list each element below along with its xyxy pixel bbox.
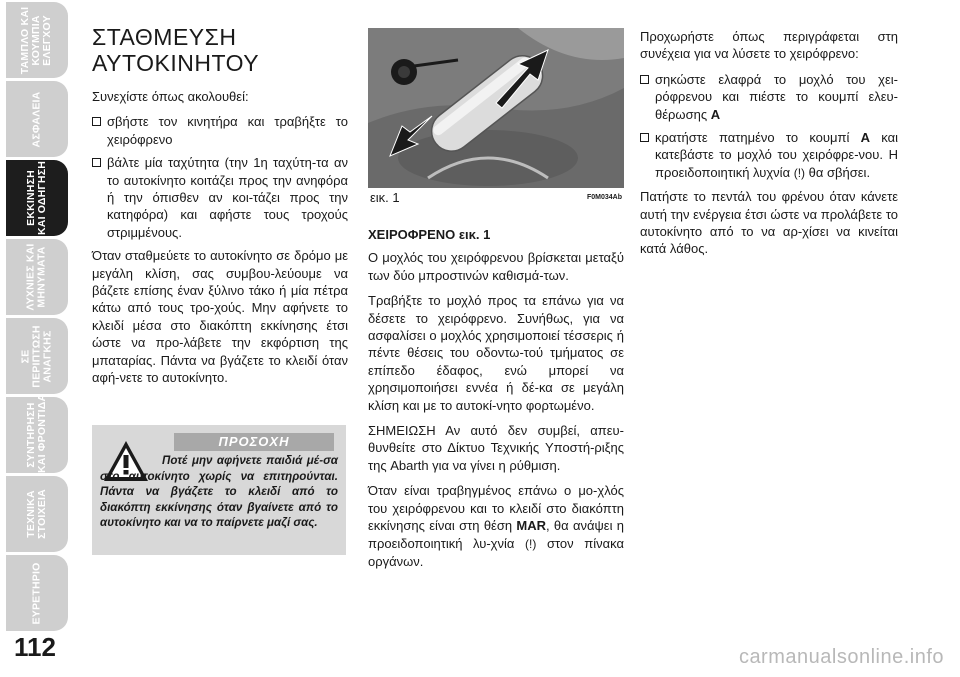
tab-label-line: ΑΝΑΓΚΗΣ <box>41 330 54 382</box>
brake-warning-lamp-icon: (!) <box>793 165 806 180</box>
tab-label-line: ΚΑΙ ΟΔΗΓΗΣΗ <box>36 161 48 235</box>
ignition-position-label: MAR <box>516 518 547 534</box>
checkbox-bullet-icon <box>92 158 101 167</box>
tab-starting-driving[interactable] <box>6 160 68 236</box>
list-item-text: βάλτε μία ταχύτητα (την 1η ταχύτη-τα αν το αυτοκίνητο κοιτάζει προς την ανηφόρα ή την όπισθεν αν κοι-τάζει προς την κατηφόρα) και αφήστε τους τροχούς στριμμένους. <box>107 155 348 240</box>
text-run: στον πίνακα οργάνων. <box>368 535 624 569</box>
figure-caption <box>368 190 624 206</box>
text-run: σηκώστε ελαφρά το μοχλό του χει-ρόφρενου και πιέστε το κουμπί ελευ-θέρωσης <box>655 71 898 122</box>
intro-text: Προχωρήστε όπως περιγράφεται στη συνέχεια για να λύσετε το χειρόφρενο: <box>640 29 898 62</box>
right-column <box>640 28 898 266</box>
chapter-tabs <box>6 0 68 624</box>
brake-warning-lamp-icon: (!) <box>525 536 537 551</box>
paragraph <box>368 482 624 570</box>
list-item-text <box>655 71 898 123</box>
text-run: Όταν είναι τραβηγμένος επάνω ο μο-χλός του χειρόφρενου και το κλειδί στο διακόπτη εκκίνησης είναι στη θέση <box>368 483 624 534</box>
tab-label-line: ΜΗΝΥΜΑΤΑ <box>36 246 48 308</box>
note-paragraph: ΣΗΜΕΙΩΣΗ Αν αυτό δεν συμβεί, απευ-θυνθείτε στο Δίκτυο Τεχνικής Υποστή-ριξης της Abarth για να γίνει η ρύθμιση. <box>368 423 624 473</box>
watermark: carmanualsonline.info <box>738 646 944 668</box>
list-item <box>92 154 348 241</box>
warning-text: Ποτέ μην αφήνετε παιδιά μέ-σα στο αυτοκίνητο χωρίς να επιτηρούνται. Πάντα να βγάζετε το κλειδί από το διακόπτη εκκίνησης όταν βγαίνετε από το αυτοκίνητο και να το παίρνετε μαζί σας. <box>100 454 338 530</box>
tab-label-line: ΛΥΧΝΙΕΣ ΚΑΙ <box>25 243 37 311</box>
tab-label-line: ΕΚΚΙΝΗΣΗ <box>25 170 37 226</box>
tab-label-line: ΤΑΜΠΛΟ ΚΑΙ <box>19 6 32 74</box>
button-reference-label: A <box>860 130 870 146</box>
section-title-line: ΣΤΑΘΜΕΥΣΗ <box>92 24 237 50</box>
list-item <box>640 129 898 182</box>
warning-title: ΠΡΟΣΟΧΗ <box>174 433 334 451</box>
paragraph: Ο μοχλός του χειρόφρενου βρίσκεται μεταξύ των δύο μπροστινών καθισμά-των. <box>368 250 624 283</box>
warning-box <box>92 425 346 555</box>
tab-label-line: ΕΥΡΕΤΗΡΙΟ <box>30 562 43 624</box>
tab-label-line: ΚΑΙ ΦΡΟΝΤΙΔΑ <box>36 393 48 473</box>
tab-technical-data[interactable] <box>6 476 68 552</box>
tab-label-line: ΣΕ <box>19 349 32 363</box>
tab-label-line: ΚΟΥΜΠΙΑ <box>30 14 43 66</box>
button-reference-label: A <box>710 106 721 122</box>
checkbox-bullet-icon <box>640 133 649 142</box>
paragraph: Πατήστε το πεντάλ του φρένου όταν κάνετε αυτή την ενέργεια έτσι ώστε να προλάβετε το αυτοκίνητο από το να αρ-χίσει να κινείται κατά λάθος. <box>640 189 898 257</box>
handbrake-illustration <box>368 28 624 188</box>
tab-label-line: ΣΥΝΤΗΡΗΣΗ <box>25 402 37 468</box>
tab-label-line: ΣΤΟΙΧΕΙΑ <box>36 489 48 539</box>
paragraph: Τραβήξτε το μοχλό προς τα επάνω για να δέσετε το χειρόφρενο. Συνήθως, για να ασφαλίσει ο μοχλός χρησιμοποιεί τέσσερις ή πέντε θέσεις του οδοντω-τού τμήματος σε επίπεδο έδαφος, ενώ μπορεί να χρησιμοποιήσει εννέα ή δέ-κα σε μεγάλη κλίση και με το αυτοκί-νητο φορτωμένο. <box>368 293 624 413</box>
text-run: θα σβήσει. <box>805 164 871 180</box>
handbrake-subheading: ΧΕΙΡΟΦΡΕΝΟ εικ. 1 <box>368 227 491 242</box>
tab-label-line: ΤΕΧΝΙΚΑ <box>25 490 37 538</box>
tab-label-line: ΑΣΦΑΛΕΙΑ <box>30 91 43 147</box>
tab-warning-lights[interactable] <box>6 239 68 315</box>
handbrake-figure <box>368 28 624 188</box>
intro-text: Συνεχίστε όπως ακολουθεί: <box>92 89 249 104</box>
section-title <box>92 24 348 76</box>
tab-emergency[interactable] <box>6 318 68 394</box>
list-item-text <box>655 129 898 182</box>
middle-column <box>368 226 624 578</box>
tab-safety[interactable] <box>6 81 68 157</box>
page-number: 112 <box>14 632 56 662</box>
text-run: , θα ανάψει η προειδοποιητική λυ-χνία <box>368 518 624 551</box>
figure-number: εικ. 1 <box>370 190 400 205</box>
tab-dashboard-controls[interactable] <box>6 2 68 78</box>
tab-label-line: ΕΛΕΓΧΟΥ <box>41 14 54 66</box>
checkbox-bullet-icon <box>92 117 101 126</box>
section-title-line: ΑΥΤΟΚΙΝΗΤΟΥ <box>92 50 260 76</box>
text-run: κρατήστε πατημένο το κουμπί <box>655 130 861 146</box>
checkbox-bullet-icon <box>640 75 649 84</box>
tab-maintenance[interactable] <box>6 393 68 473</box>
tab-index[interactable] <box>6 555 68 631</box>
list-item <box>92 113 348 148</box>
left-column <box>92 24 348 395</box>
tab-label-line: ΠΕΡΙΠΤΩΣΗ <box>30 324 43 388</box>
paragraph: Όταν σταθμεύετε το αυτοκίνητο σε δρόμο με μεγάλη κλίση, σας συμβου-λεύουμε να βάζετε επίσης έναν ξύλινο τάκο ή μία πέτρα κάτω από τους τρο-χούς. Μην αφήνετε το κλειδί μέσα στο διακόπτη εκκίνησης έτσι ώστε να προ-λάβετε την εκφόρτιση της μπαταρίας. Πάντα να βγάζετε το κλειδί όταν αφή-νετε το αυτοκίνητο. <box>92 248 348 386</box>
list-item <box>640 71 898 123</box>
figure-code: F0M034Ab <box>586 194 622 201</box>
list-item-text: σβήστε τον κινητήρα και τραβήξτε το χειρόφρενο <box>107 114 348 147</box>
text-run: και κατεβάστε το μοχλό του χειρόφρε-νου. Η προειδοποιητική λυχνία <box>655 130 898 180</box>
